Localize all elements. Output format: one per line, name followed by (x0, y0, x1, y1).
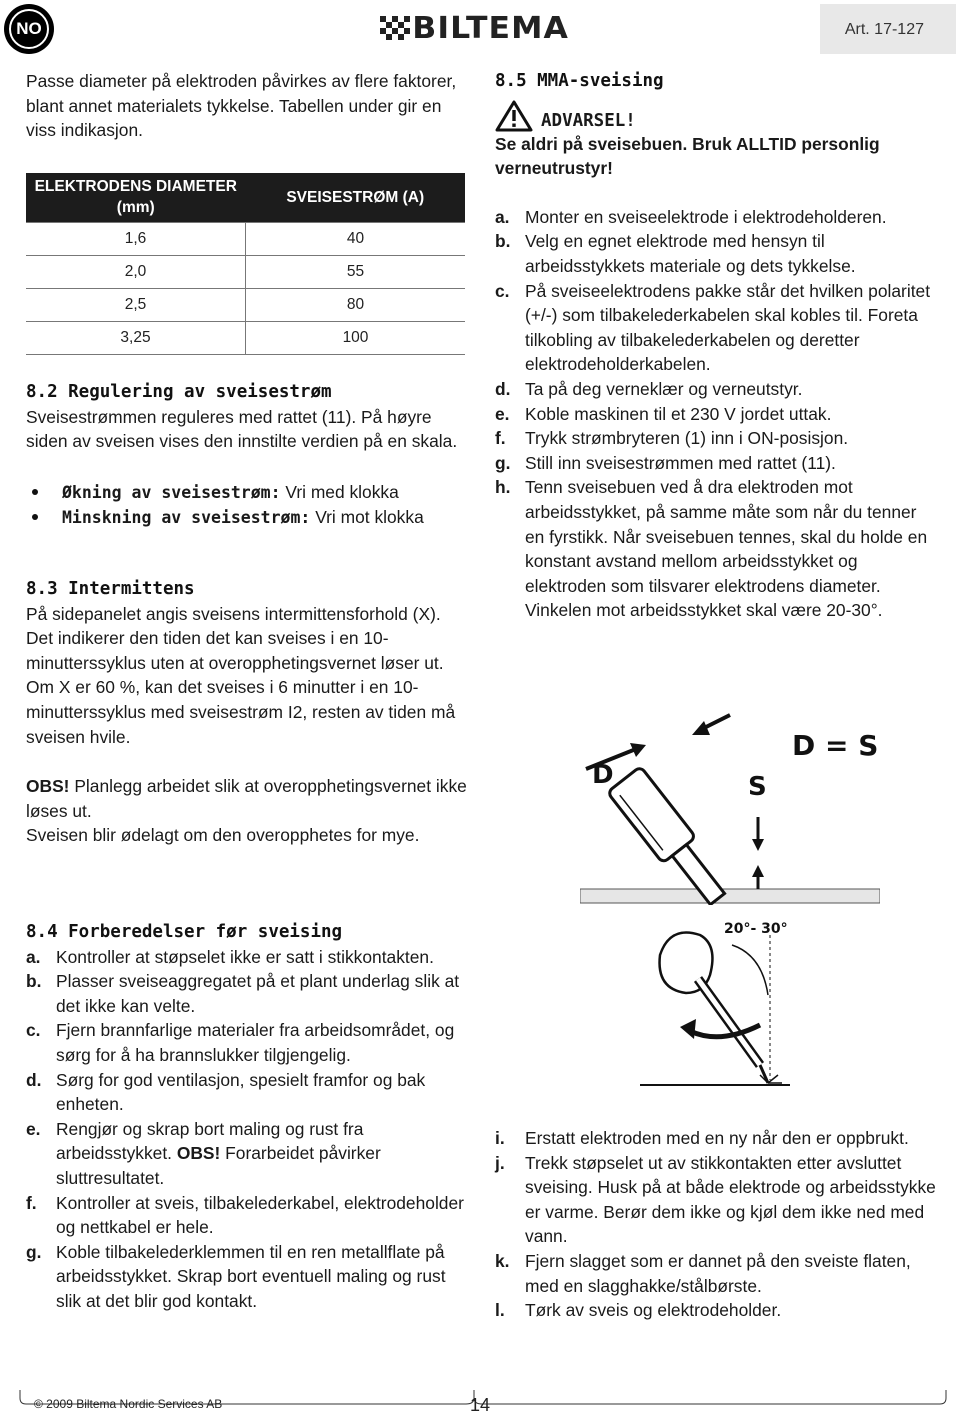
list-item (26, 1117, 471, 1191)
item-text: Plasser sveiseaggregatet på et plant underlag slik at det ikke kan velte. (56, 971, 460, 1016)
obs-label: OBS! (176, 1143, 221, 1164)
item-text: Erstatt elektroden med en ny når den er oppbrukt. (525, 1128, 909, 1148)
page-number: 14 (470, 1395, 491, 1415)
figure-equation: D = S (792, 729, 879, 762)
table-cell: 2,0 (26, 256, 246, 289)
section-8-2 (26, 380, 471, 531)
item-letter: k. (495, 1250, 510, 1271)
list-item (495, 229, 940, 278)
obs-note-2: Sveisen blir ødelagt om den overopphetes for mye. (26, 825, 420, 846)
item-text: Rengjør og skrap bort maling og rust fra arbeidsstykket. (56, 1118, 364, 1164)
table-row (26, 256, 465, 289)
section-8-5 (495, 69, 940, 623)
item-letter: g. (495, 452, 511, 473)
section-8-3-text: På sidepanelet angis sveisens intermittensforhold (X). Det indikerer den tiden det kan sveises i en 10-minutterssyklus uten at overopphetingsvernet løser ut. Om X er 60 %, kan det sveises i 6 minutter i en 10-minutterssyklus med sveisestrøm I2, resten av tiden må sveisen hvile. (26, 603, 456, 747)
electrode-distance-figure (580, 705, 880, 905)
list-item (26, 1191, 471, 1240)
brand-logo (380, 10, 569, 46)
list-item (495, 1249, 940, 1298)
bullet-text: Vri med klokka (280, 481, 399, 502)
bullet-label: Minskning av sveisestrøm: (62, 508, 311, 528)
table-cell: 40 (246, 223, 466, 256)
section-8-2-text: Sveisestrømmen reguleres med rattet (11). På høyre siden av sveisen vises den innstilte verdien på en skala. (26, 406, 458, 452)
item-text: På sveiseelektrodens pakke står det hvilken polaritet (+/-) som tilbakelederkabelen skal kobles til. Foreta tilkobling av tilbakelederkabelen og deretter elektrodeholderkabelen. (525, 280, 931, 375)
item-letter: d. (495, 378, 511, 399)
item-text: Monter en sveiseelektrode i elektrodeholderen. (525, 206, 887, 227)
obs-text: Planlegg arbeidet slik at overopphetingsvernet ikke løses ut. (26, 776, 467, 821)
welding-angle-figure (640, 915, 790, 1100)
list-item (495, 426, 940, 451)
warning-row (495, 100, 940, 132)
item-letter: d. (26, 1069, 42, 1090)
language-badge (4, 4, 54, 54)
item-text: Ta på deg verneklær og verneutstyr. (525, 378, 803, 399)
item-letter: f. (495, 428, 506, 449)
figure-label-d: D (592, 760, 614, 790)
item-text: Fjern brannfarlige materialer fra arbeidsområdet, og sørg for å ha brannslukker tilgjengelig. (56, 1020, 455, 1065)
item-text: Forarbeidet påvirker sluttresultatet. (56, 1143, 381, 1188)
item-text: Kontroller at støpselet ikke er satt i stikkontakten. (56, 946, 434, 967)
item-text: Koble maskinen til et 230 V jordet uttak. (525, 403, 832, 424)
item-letter: i. (495, 1128, 505, 1148)
table-cell: 1,6 (26, 223, 246, 256)
table-cell: 2,5 (26, 289, 246, 322)
item-text: Tenn sveisebuen ved å dra elektroden mot arbeidsstykket, på samme måte som når du tenner en fyrstikk. Når sveisebuen tennes, skal du holde en konstant avstand mellom arbeidsstykket og elektroden som tilsvarer elektrodens diameter. Vinkelen mot arbeidsstykket skal være 20-30°. (525, 477, 928, 621)
warning-text: Se aldri på sveisebuen. Bruk ALLTID personlig verneutrustyr! (495, 133, 880, 179)
list-item (495, 1298, 940, 1323)
item-letter: g. (26, 1241, 42, 1262)
item-text: Trekk støpselet ut av stikkontakten etter avsluttet sveising. Husk på at både elektrode og arbeidsstykke er varme. Berør dem ikke og kjøl dem ikke ned med vann. (525, 1152, 936, 1247)
mma-steps-list (495, 205, 940, 623)
item-text: Velg en egnet elektrode med hensyn til arbeidsstykkets materiale og dets tykkelse. (525, 231, 856, 276)
list-item (26, 1018, 471, 1067)
item-letter: b. (495, 231, 511, 252)
item-text: Tørk av sveis og elektrodeholder. (525, 1300, 782, 1321)
warning-title: ADVARSEL! (541, 110, 636, 131)
section-8-3 (26, 577, 471, 848)
article-number-box (820, 4, 956, 54)
list-item (495, 205, 940, 230)
item-letter: a. (26, 946, 41, 967)
table-header-row (26, 173, 465, 223)
brand-name: BILTEMA (412, 10, 569, 46)
item-letter: j. (495, 1152, 505, 1173)
table-cell: 80 (246, 289, 466, 322)
list-item (26, 945, 471, 970)
list-item (495, 451, 940, 476)
table-header-current: SVEISESTRØM (A) (246, 173, 466, 223)
table-cell: 3,25 (26, 322, 246, 355)
table-header-diameter: ELEKTRODENS DIAMETER (mm) (26, 173, 246, 223)
checker-flag-icon (380, 16, 410, 42)
section-8-5-continued (495, 1126, 940, 1323)
section-8-4 (26, 920, 471, 1314)
item-text: Kontroller at sveis, tilbakelederkabel, elektrodeholder og nettkabel er hele. (56, 1192, 464, 1238)
item-letter: e. (495, 403, 510, 424)
section-8-5-title: 8.5 MMA-sveising (495, 71, 664, 91)
intro-section (26, 69, 471, 143)
item-letter: l. (495, 1300, 505, 1321)
figure-label-s: S (748, 772, 767, 802)
item-text: Still inn sveisestrømmen med rattet (11). (525, 452, 836, 473)
table-row (26, 289, 465, 322)
item-letter: e. (26, 1118, 41, 1139)
list-item (495, 475, 940, 623)
obs-note (26, 774, 471, 823)
list-item (495, 402, 940, 427)
table-row (26, 223, 465, 256)
table-cell: 100 (246, 322, 466, 355)
item-text: Fjern slagget som er dannet på den sveiste flaten, med en slagghakke/stålbørste. (525, 1250, 911, 1296)
current-bullets (26, 480, 471, 531)
bullet-label: Økning av sveisestrøm: (62, 482, 281, 502)
item-text: Trykk strømbryteren (1) inn i ON-posisjon. (525, 428, 849, 449)
list-item (26, 1068, 471, 1117)
angle-label: 20°- 30° (724, 921, 788, 937)
item-letter: a. (495, 206, 510, 227)
list-item (26, 1240, 471, 1314)
mma-steps-list-continued (495, 1126, 940, 1323)
list-item (495, 279, 940, 377)
list-item (26, 505, 471, 531)
article-number: Art. 17-127 (844, 21, 924, 38)
section-8-2-title: 8.2 Regulering av sveisestrøm (26, 382, 332, 402)
table-row (26, 322, 465, 355)
item-letter: c. (495, 280, 510, 301)
item-letter: c. (26, 1020, 41, 1041)
list-item (495, 377, 940, 402)
list-item (26, 480, 471, 506)
list-item (495, 1151, 940, 1249)
intro-text: Passe diameter på elektroden påvirkes av flere faktorer, blant annet materialets tykkelse. Tabellen under gir en viss indikasjon. (26, 71, 457, 141)
item-letter: f. (26, 1192, 37, 1213)
electrode-table (26, 173, 465, 355)
language-code: NO (9, 9, 49, 49)
section-8-4-title: 8.4 Forberedelser før sveising (26, 922, 343, 942)
list-item (26, 969, 471, 1018)
item-text: Sørg for god ventilasjon, spesielt framfor og bak enheten. (56, 1069, 426, 1115)
section-8-3-title: 8.3 Intermittens (26, 579, 195, 599)
obs-label: OBS! (26, 776, 70, 797)
item-letter: h. (495, 477, 511, 498)
bullet-text: Vri mot klokka (310, 507, 424, 528)
preparation-list (26, 945, 471, 1314)
copyright-text: © 2009 Biltema Nordic Services AB (34, 1397, 223, 1411)
warning-triangle-icon (495, 100, 533, 132)
item-text: Koble tilbakelederklemmen til en ren metallflate på arbeidsstykket. Skrap bort eventuell maling og rust slik at det blir god kontakt. (56, 1241, 446, 1311)
item-letter: b. (26, 971, 42, 992)
table-cell: 55 (246, 256, 466, 289)
list-item (495, 1126, 940, 1151)
